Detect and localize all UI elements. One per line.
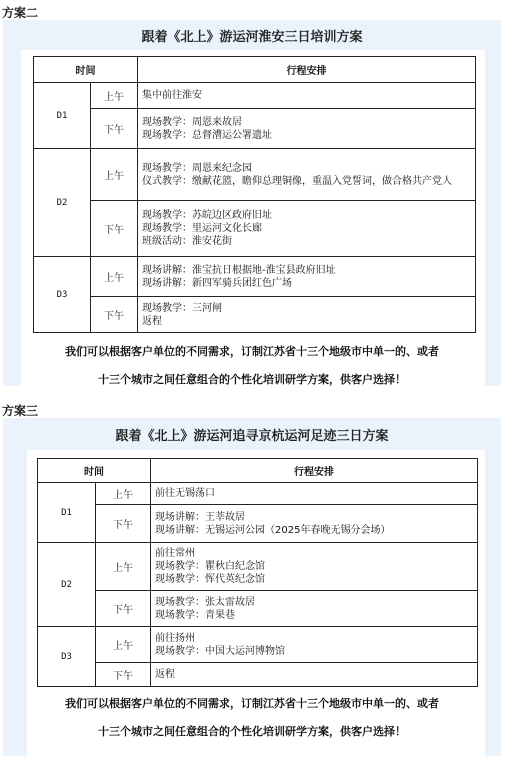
activity-line: 现场教学：三河闸 <box>142 302 222 314</box>
day-label: D1 <box>38 483 96 543</box>
activity-line: 现场教学：恽代英纪念馆 <box>155 574 265 585</box>
activity-line: 现场教学：张太雷故居 <box>155 596 255 608</box>
activity-line: 现场教学：瞿秋白纪念馆 <box>155 561 265 572</box>
table-row <box>38 591 478 627</box>
day-label: D3 <box>38 627 96 687</box>
table-row <box>38 483 478 505</box>
activity-line: 返程 <box>142 315 162 327</box>
activity-cell <box>151 505 478 543</box>
activity-line: 现场教学：青果巷 <box>155 609 235 621</box>
activity-line: 班级活动：淮安花街 <box>142 236 232 247</box>
slot-label: 下午 <box>96 505 151 543</box>
scheme-3-title: 跟着《北上》游运河追寻京杭运河足迹三日方案 <box>115 429 389 444</box>
table-row <box>34 297 476 333</box>
slot-label: 上午 <box>91 149 138 201</box>
activity-line: 前往常州 <box>155 548 195 559</box>
slot-label: 上午 <box>91 257 138 297</box>
table-row <box>38 505 478 543</box>
activity-cell <box>138 297 476 333</box>
day-label: D2 <box>38 543 96 627</box>
slot-label: 上午 <box>96 627 151 663</box>
activity-cell <box>138 83 476 109</box>
table-row <box>34 257 476 297</box>
table-row <box>34 149 476 201</box>
activity-line: 现场教学：周恩来故居 <box>142 116 242 128</box>
scheme-2-label: 方案二 <box>2 6 39 20</box>
activity-cell <box>138 149 476 201</box>
activity-cell <box>151 591 478 627</box>
scheme-3-panel <box>3 418 501 756</box>
activity-line: 现场讲解：新四军骑兵团红色广场 <box>142 277 292 289</box>
scheme-2-note <box>3 338 501 394</box>
note-line: 我们可以根据客户单位的不同需求，订制江苏省十三个地级市中单一的、或者 <box>65 345 439 358</box>
activity-cell <box>151 627 478 663</box>
activity-line: 现场讲解：王莘故居 <box>155 511 245 523</box>
note-line: 十三个城市之间任意组合的个性化培训研学方案，供客户选择！ <box>98 373 406 386</box>
plan-header: 行程安排 <box>138 57 476 83</box>
slot-label: 下午 <box>91 109 138 149</box>
slot-label: 下午 <box>91 297 138 333</box>
table-row <box>34 83 476 109</box>
activity-cell <box>138 201 476 257</box>
activity-line: 现场教学：里运河文化长廊 <box>142 223 262 234</box>
activity-line: 现场教学：苏皖边区政府旧址 <box>142 210 272 221</box>
activity-cell <box>138 109 476 149</box>
activity-line: 现场讲解：无锡运河公园（2025年春晚无锡分会场） <box>155 524 391 536</box>
table-row <box>38 543 478 591</box>
activity-line: 仪式教学：缴献花篮，瞻仰总理铜像，重温入党誓词，做合格共产党人 <box>142 175 452 187</box>
plan-header: 行程安排 <box>151 459 478 483</box>
activity-line: 现场教学：总督漕运公署遗址 <box>142 129 272 141</box>
slot-label: 下午 <box>91 201 138 257</box>
activity-cell <box>151 483 478 505</box>
time-header: 时间 <box>38 459 151 483</box>
slot-label: 下午 <box>96 591 151 627</box>
activity-cell <box>138 257 476 297</box>
activity-line: 现场讲解：淮宝抗日根据地-淮宝县政府旧址 <box>142 264 336 276</box>
activity-line: 前往扬州 <box>155 632 195 644</box>
note-line: 十三个城市之间任意组合的个性化培训研学方案，供客户选择！ <box>98 725 406 738</box>
scheme-2-table <box>33 56 476 333</box>
day-label: D3 <box>34 257 91 333</box>
table-header-row <box>38 459 478 483</box>
scheme-3-note <box>3 690 501 746</box>
scheme-2-panel <box>3 20 501 386</box>
scheme-3-table <box>37 458 478 687</box>
scheme-2-title: 跟着《北上》游运河淮安三日培训方案 <box>141 30 363 45</box>
activity-line: 现场教学：周恩来纪念园 <box>142 162 252 174</box>
activity-line: 前往无锡荡口 <box>155 488 215 499</box>
activity-line: 集中前往淮安 <box>142 90 202 101</box>
table-header-row <box>34 57 476 83</box>
table-row <box>38 663 478 687</box>
time-header: 时间 <box>34 57 138 83</box>
note-line: 我们可以根据客户单位的不同需求，订制江苏省十三个地级市中单一的、或者 <box>65 697 439 710</box>
activity-line: 返程 <box>155 669 175 680</box>
slot-label: 上午 <box>96 483 151 505</box>
slot-label: 上午 <box>91 83 138 109</box>
activity-line: 现场教学：中国大运河博物馆 <box>155 645 285 657</box>
table-row <box>34 201 476 257</box>
day-label: D1 <box>34 83 91 149</box>
scheme-3-label: 方案三 <box>2 404 39 418</box>
slot-label: 下午 <box>96 663 151 687</box>
slot-label: 上午 <box>96 543 151 591</box>
day-label: D2 <box>34 149 91 257</box>
activity-cell <box>151 543 478 591</box>
table-row <box>38 627 478 663</box>
table-row <box>34 109 476 149</box>
activity-cell <box>151 663 478 687</box>
